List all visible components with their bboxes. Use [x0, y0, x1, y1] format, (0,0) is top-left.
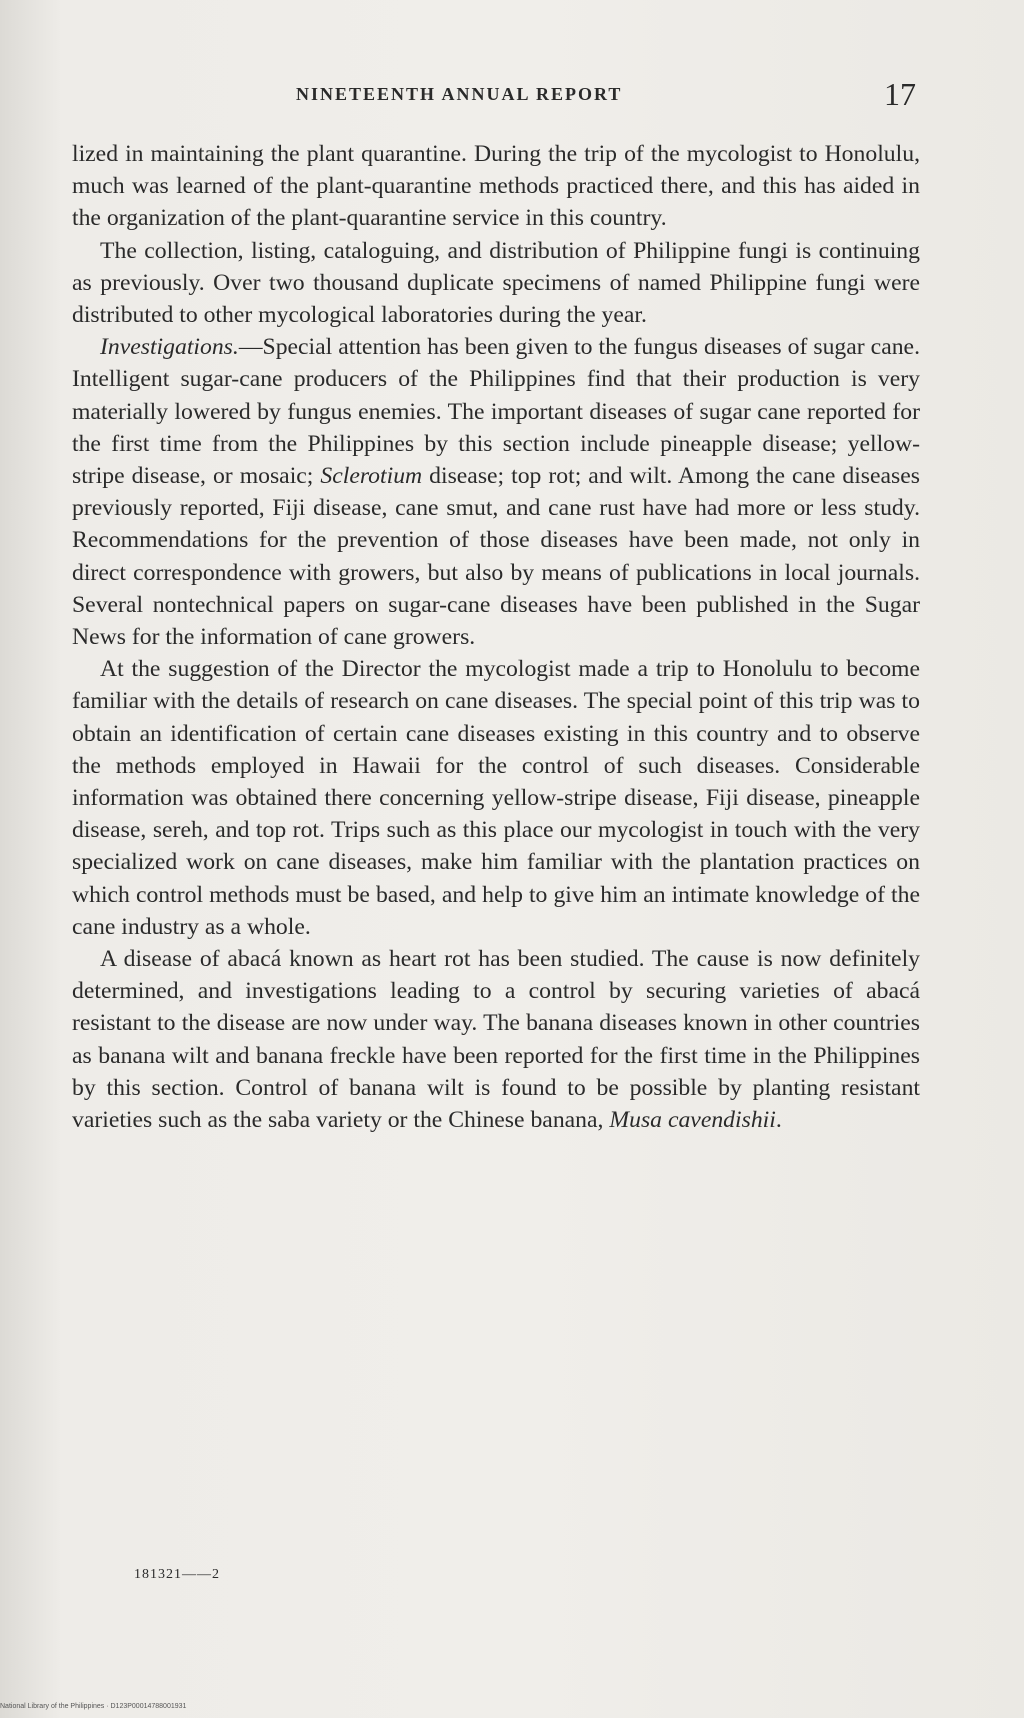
body-text: [72, 138, 920, 1136]
investigations-lead: —Special attention has been given to the fungus diseases of sugar cane. Intelligent sugar-cane producers of the Philippines find that their production is very materially lowered by fungus enemies. The important diseases of sugar cane reported for the first time from the Philippines by this section include pineapple disease; yellow-stripe disease, or mosaic;: [72, 334, 920, 490]
paragraph-honolulu-trip: At the suggestion of the Director the mycologist made a trip to Honolulu to become familiar with the details of research on cane diseases. The special point of this trip was to obtain an identification of certain cane diseases existing in this country and to observe the methods employed in Hawaii for the control of such diseases. Considerable information was obtained there concerning yellow-stripe disease, Fiji disease, pineapple disease, sereh, and top rot. Trips such as this place our mycologist in touch with the very specialized work on cane diseases, make him familiar with the plantation practices on which control methods must be based, and help to give him an intimate knowledge of the cane industry as a whole.: [72, 656, 920, 940]
page-number: 17: [884, 76, 916, 112]
running-title: NINETEENTH ANNUAL REPORT: [296, 84, 623, 104]
abaca-end: .: [775, 1107, 782, 1134]
investigations-heading: Investigations.: [100, 334, 239, 361]
paragraph-quarantine: lized in maintaining the plant quarantine. During the trip of the mycologist to Honolulu, much was learned of the plant-quarantine methods practiced there, and this has aided in the organization of the plant-quarantine service in this country.: [72, 141, 920, 232]
printer-signature-mark: 181321——2: [134, 1567, 220, 1582]
paragraph-abaca: [72, 943, 920, 1136]
musa-species: Musa cavendishii: [609, 1107, 776, 1134]
investigations-tail: disease; top rot; and wilt. Among the cane diseases previously reported, Fiji disease, cane smut, and cane rust have had more or less study. Recommendations for the prevention of those diseases have been made, not only in direct correspondence with growers, but also by means of publications in local journals. Several nontechnical papers on sugar-cane diseases have been published in the Sugar News for the information of cane growers.: [72, 463, 921, 651]
paragraph-fungi-collection: The collection, listing, cataloguing, and distribution of Philippine fungi is continuing as previously. Over two thousand duplicate specimens of named Philippine fungi were distributed to other mycological laboratories during the year.: [72, 237, 920, 329]
sclerotium-term: Sclerotium: [320, 463, 423, 490]
running-head: [0, 76, 1024, 116]
abaca-text: A disease of abacá known as heart rot has been studied. The cause is now definitely determined, and investigations leading to a control by securing varieties of abacá resistant to the disease are now under way. The banana diseases known in other countries as banana wilt and banana freckle have been reported for the first time in the Philippines by this section. Control of banana wilt is found to be possible by planting resistant varieties such as the saba variety or the Chinese banana,: [72, 946, 920, 1134]
paragraph-investigations: [72, 331, 920, 653]
scan-footer: National Library of the Philippines · D123P00014788001931: [0, 1703, 187, 1710]
